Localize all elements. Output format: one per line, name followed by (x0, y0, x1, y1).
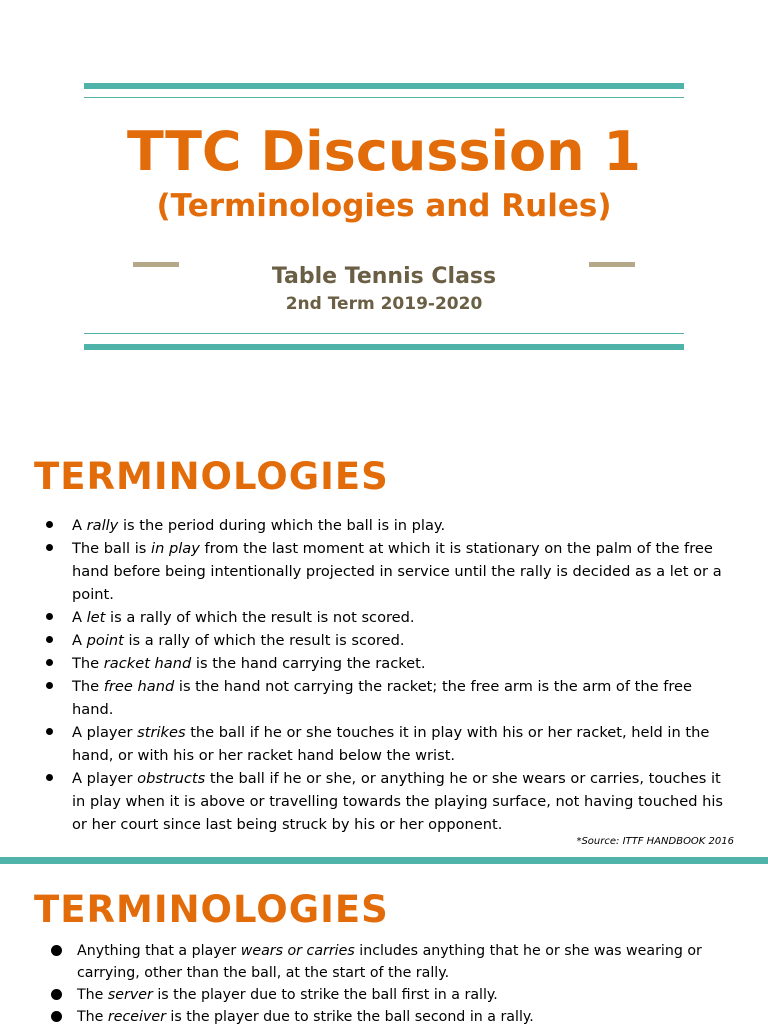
list-item (34, 940, 734, 984)
item-text: The (77, 987, 108, 1003)
item-text: Anything that a player (77, 943, 241, 959)
bullet-icon (46, 613, 53, 620)
item-text: is the period during which the ball is in play. (118, 517, 446, 534)
item-text: A player (72, 724, 138, 741)
item-text: The ball is (72, 540, 152, 557)
term-emphasis: free hand (103, 678, 175, 695)
bullet-icon (46, 728, 53, 735)
item-text: The (72, 655, 104, 672)
bottom-rule-thick (84, 344, 684, 350)
terminologies-list-2 (34, 940, 734, 1028)
item-text: A (72, 517, 87, 534)
term-emphasis: rally (86, 517, 119, 534)
terminologies-list (34, 514, 734, 836)
list-item (34, 675, 734, 721)
list-item (34, 606, 734, 629)
list-item (34, 984, 734, 1006)
list-item (34, 652, 734, 675)
bullet-icon (46, 659, 53, 666)
bullet-icon (46, 774, 53, 781)
term-emphasis: receiver (107, 1009, 166, 1025)
bullet-icon (51, 989, 62, 1000)
term-emphasis: obstructs (137, 770, 206, 787)
terminologies-heading: TERMINOLOGIES (34, 455, 389, 498)
item-text: is the player due to strike the ball second in a rally. (165, 1009, 534, 1025)
list-item (34, 721, 734, 767)
term-emphasis: racket hand (103, 655, 192, 672)
slide-subtitle: (Terminologies and Rules) (156, 188, 612, 224)
item-text: the ball if he or she, or anything he or she wears or carries, touches it in play when it is above or travelling towards the playing surface, not having touched his or her court since last being struck by his or her opponent. (72, 770, 724, 833)
list-item (34, 629, 734, 652)
page-separator (0, 857, 768, 864)
item-text: A (72, 609, 87, 626)
term-emphasis: wears or carries (240, 943, 355, 959)
terminologies-heading-2: TERMINOLOGIES (34, 888, 389, 931)
item-text: A player (72, 770, 138, 787)
term-emphasis: server (107, 987, 153, 1003)
top-rule-thick (84, 83, 684, 89)
term-emphasis: strikes (137, 724, 186, 741)
term-emphasis: in play (151, 540, 200, 557)
bottom-rule-thin (84, 333, 684, 334)
item-text: The (77, 1009, 108, 1025)
list-item (34, 767, 734, 836)
source-note: *Source: ITTF HANDBOOK 2016 (576, 836, 734, 847)
list-item (34, 1006, 734, 1028)
bullet-icon (46, 636, 53, 643)
item-text: is the player due to strike the ball first in a rally. (152, 987, 498, 1003)
term-emphasis: let (86, 609, 106, 626)
item-text: from the last moment at which it is stationary on the palm of the free hand before being intentionally projected in service until the rally is decided as a let or a point. (72, 540, 722, 603)
slide-title: TTC Discussion 1 (127, 120, 641, 183)
item-text: includes anything that he or she was wearing or carrying, other than the ball, at the start of the rally. (77, 943, 702, 981)
bullet-icon (46, 682, 53, 689)
item-text: is a rally of which the result is scored. (123, 632, 405, 649)
term-emphasis: point (86, 632, 124, 649)
top-rule-thin (84, 97, 684, 98)
item-text: The (72, 678, 104, 695)
class-name: Table Tennis Class (271, 264, 497, 289)
item-text: is the hand not carrying the racket; the free arm is the arm of the free hand. (72, 678, 692, 718)
term-label: 2nd Term 2019-2020 (285, 294, 483, 314)
bullet-icon (46, 521, 53, 528)
bullet-icon (46, 544, 53, 551)
bullet-icon (51, 1011, 62, 1022)
item-text: A (72, 632, 87, 649)
item-text: the ball if he or she touches it in play with his or her racket, held in the hand, or with his or her racket hand below the wrist. (72, 724, 710, 764)
item-text: is a rally of which the result is not scored. (105, 609, 415, 626)
list-item (34, 514, 734, 537)
list-item (34, 537, 734, 606)
bullet-icon (51, 945, 62, 956)
item-text: is the hand carrying the racket. (191, 655, 426, 672)
